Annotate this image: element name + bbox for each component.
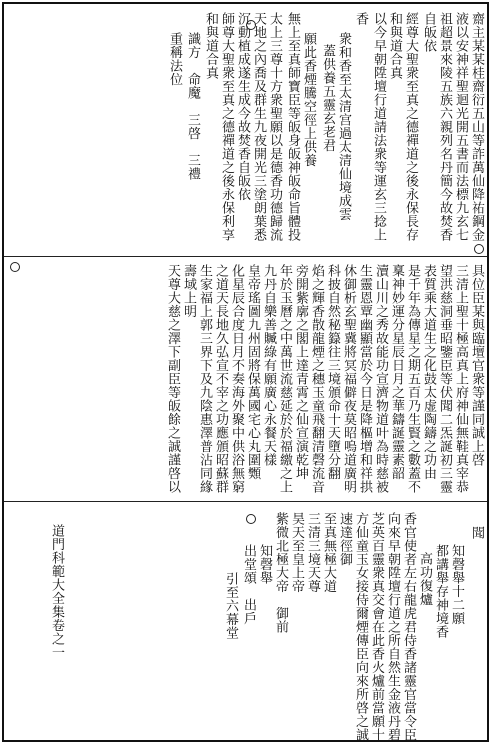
text-column: 皇帝瑤圖九州固將保萬國宅心丸圍䫶	[245, 264, 260, 480]
text-column: 齋主某某桂齋衍五山等詐萬仙降祐鋼金	[469, 12, 484, 242]
text-column: 液以安神祥聖迴光開五書而法標九玄七	[453, 12, 468, 242]
text-column: 天尊大慈之澤下副臣等皈餘之誠謹啓以	[165, 264, 180, 494]
text-column: 無上至真師寶臣等皈身皈神皈命旨體投	[285, 12, 300, 242]
text-column: 速達徑御	[337, 512, 352, 566]
text-column: 願此香煙騰空徑上供養	[301, 32, 316, 167]
text-column: 壽域上明	[181, 264, 196, 318]
text-column: 旁開紫廓之閣上達青霄之仙宣演乾坤	[293, 264, 308, 480]
text-column: 昊天至皇上帝	[289, 512, 304, 593]
text-column: 生靈恩覃幽顯當於今日是降樞增和祥拱	[357, 264, 372, 494]
text-column: 和與道合真	[203, 12, 218, 80]
text-column: 科披自然秘籙往三境頒命十天墮分翻	[325, 264, 340, 480]
text-column: 知磬舉十二願	[449, 544, 464, 625]
text-column: 蓋供養五靈玄老君	[320, 44, 335, 152]
text-column: 自皈依	[421, 12, 436, 53]
text-column: 經尊大聖衆至真之德禪道之後永保長存	[403, 12, 418, 242]
text-column: 表質乘大道生之化鼓太虚陶鑄之功由	[421, 264, 436, 480]
text-column: 香	[353, 12, 368, 26]
text-column: 生家福上郭三界下及九陰惠澤普沾同緣	[197, 264, 212, 494]
text-column: 具位臣某與臨壇官衆等謹同誠上啓	[469, 264, 484, 467]
text-column: 方仙童玉女接侍爾煙傳臣向來所啓之誠	[353, 512, 368, 742]
text-column: 知磬舉	[257, 544, 272, 585]
text-column: 向來早朝陞壇行道之所自然生金液丹碧	[385, 512, 400, 742]
text-column: 祖超景來陵五族六親列名丹簡今故焚香	[437, 12, 452, 242]
text-column: 芝英百靈衆真交會在此香火爐前當願十	[369, 512, 384, 742]
text-column: 三清上聖十極高真上府神仙無鞋真宰恭	[453, 264, 468, 494]
text-column: 瀆山川之秀故能功宣濟物道叶為時慈被	[373, 264, 388, 494]
panel-divider-1	[4, 256, 487, 257]
text-column: 道門科範大全集卷之一	[49, 524, 64, 659]
scripture-page	[2, 2, 489, 742]
text-column: 高功復爐	[417, 552, 432, 606]
text-column: 識方 命魔 三啓 三禮	[185, 32, 200, 181]
text-column: 年於玉曆之中萬世流慈延於於福繳之上	[277, 264, 292, 494]
text-column: 望洪慈洞垂昭鑒臣等伏聞二炁誕初三靈	[437, 264, 452, 494]
circle-marker-mid-left	[10, 262, 20, 272]
text-column: 師尊大聖衆至真之德禪道之後永保利享	[219, 12, 234, 242]
text-column: 九丹自樂善贓綠有願廣心永餐天樣	[261, 264, 276, 467]
text-column: 衆和香至太清宫過太清仙境成雲	[336, 32, 351, 221]
text-column: 休御析玄聖冀將冥福僻夜莫昭嗚道廣明	[341, 264, 356, 494]
text-column: 三清三境天尊	[305, 512, 320, 593]
text-column: 化星辰合度日月不奏海外聚中供浴無窮	[229, 264, 244, 494]
text-column: 是千年為傳星之期五百乃生賢之數蓋不	[405, 264, 420, 494]
text-column: 香官使者左右龍虎君侍香諸靈官當令臣	[401, 512, 416, 742]
text-column: 之道天長地久弘宣不宰之功應頒昭蘇群	[213, 264, 228, 494]
text-column: 至真無極大道	[321, 512, 336, 593]
text-column: 重稱法位	[167, 32, 182, 86]
text-column: 焰之輝香散龍煙之穗玉童飛翻清磬流音	[309, 264, 324, 494]
text-column: 出堂頌 出戶	[241, 544, 256, 625]
text-column: 稟神妙運分星辰日月之華鑄誕靈素韶	[389, 264, 404, 480]
text-column: 紫微北極大帝 御前	[273, 512, 288, 634]
text-column: 和與道合真	[387, 12, 402, 80]
text-column: 以今早朝陞壇行道請法衆等運玄三捻上	[371, 12, 386, 242]
text-column: 天地之內喬及群生九夜開光三塗朗葉悉	[251, 12, 266, 242]
text-column: 沉動植成遂生成今故焚香自皈依	[235, 12, 250, 201]
text-column: 引至六幕堂	[223, 572, 238, 640]
text-column: 聞	[469, 526, 484, 540]
text-column: 都講舉存神境香	[433, 544, 448, 639]
circle-marker-mid-right	[474, 244, 484, 254]
text-column: 太上三尊十方衆聖願以是德香功德歸流	[267, 12, 282, 242]
circle-marker-bottom-left	[246, 514, 256, 524]
panel-divider-2	[4, 501, 487, 502]
